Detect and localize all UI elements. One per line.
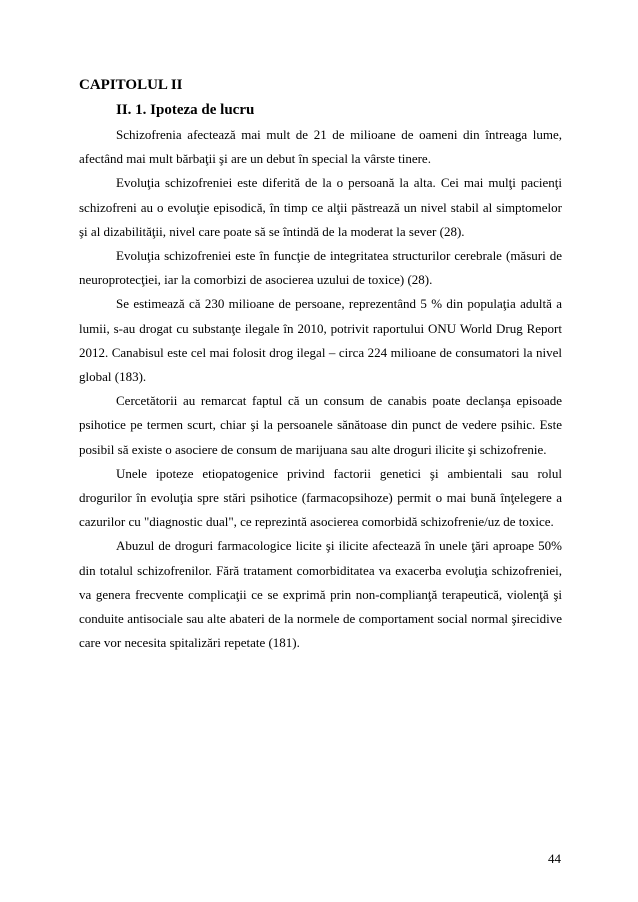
page-number: 44 [548, 851, 561, 866]
paragraph-drug-statistics: Se estimează că 230 milioane de persoane, reprezentând 5 % din populaţia adultă a lumii, s-au drogat cu substanţe ilegale în 2010, potrivit raportului ONU World Drug Report 2012. Canabisul este cel mai folosit drog ilegal – circa 224 milioane de consumatori la nivel global (183). [79, 296, 562, 385]
body-text [79, 123, 562, 655]
paragraph-evolution: Evoluţia schizofreniei este diferită de la o persoană la alta. Cei mai mulţi pacienţi schizofreni au o evoluţie episodică, în timp ce alţii păstrează un nivel stabil al simptomelor şi al dizabilităţii, nivel care poate să se întindă de la moderat la sever (28). [79, 175, 562, 239]
paragraph-cannabis-research: Cercetătorii au remarcat faptul că un consum de canabis poate declanşa episoade psihotice pe termen scurt, chiar şi la persoanele sănătoase din punct de vedere psihic. Este posibil să existe o asociere de consum de marijuana sau alte droguri ilicite şi schizofrenie. [79, 393, 562, 457]
paragraph-etiopathogenic-hypotheses: Unele ipoteze etiopatogenice privind factorii genetici şi ambientali sau rolul drogurilor în evoluţia spre stări psihotice (farmacopsihoze) permit o mai bună înţelegere a cazurilor cu "diagnostic dual", ce reprezintă asocierea comorbidă schizofrenie/uz de toxice. [79, 465, 562, 530]
section-title: II. 1. Ipoteza de lucru [116, 102, 255, 118]
chapter-title: CAPITOLUL II [79, 77, 183, 93]
paragraph-brain-integrity: Evoluţia schizofreniei este în funcţie de integritatea structurilor cerebrale (măsuri de neuroprotecţiei, iar la comorbizi de asocierea uzului de toxice) (28). [79, 248, 562, 288]
paragraph-prevalence: Schizofrenia afectează mai mult de 21 de milioane de oameni din întreaga lume, afectând mai mult bărbaţii şi are un debut în special la vârste tinere. [79, 127, 562, 167]
paragraph-drug-abuse: Abuzul de droguri farmacologice licite şi ilicite afectează în unele ţări aproape 50% din totalul schizofrenilor. Fără tratament comorbiditatea va exacerba evoluţia schizofreniei, va genera frecvente complicaţii ce se exprimă prin non-complianţă terapeutică, violenţă şi conduite antisociale sau alte abateri de la normele de comportament social normal şirecidive care vor necesita spitalizări repetate (181). [79, 538, 562, 651]
